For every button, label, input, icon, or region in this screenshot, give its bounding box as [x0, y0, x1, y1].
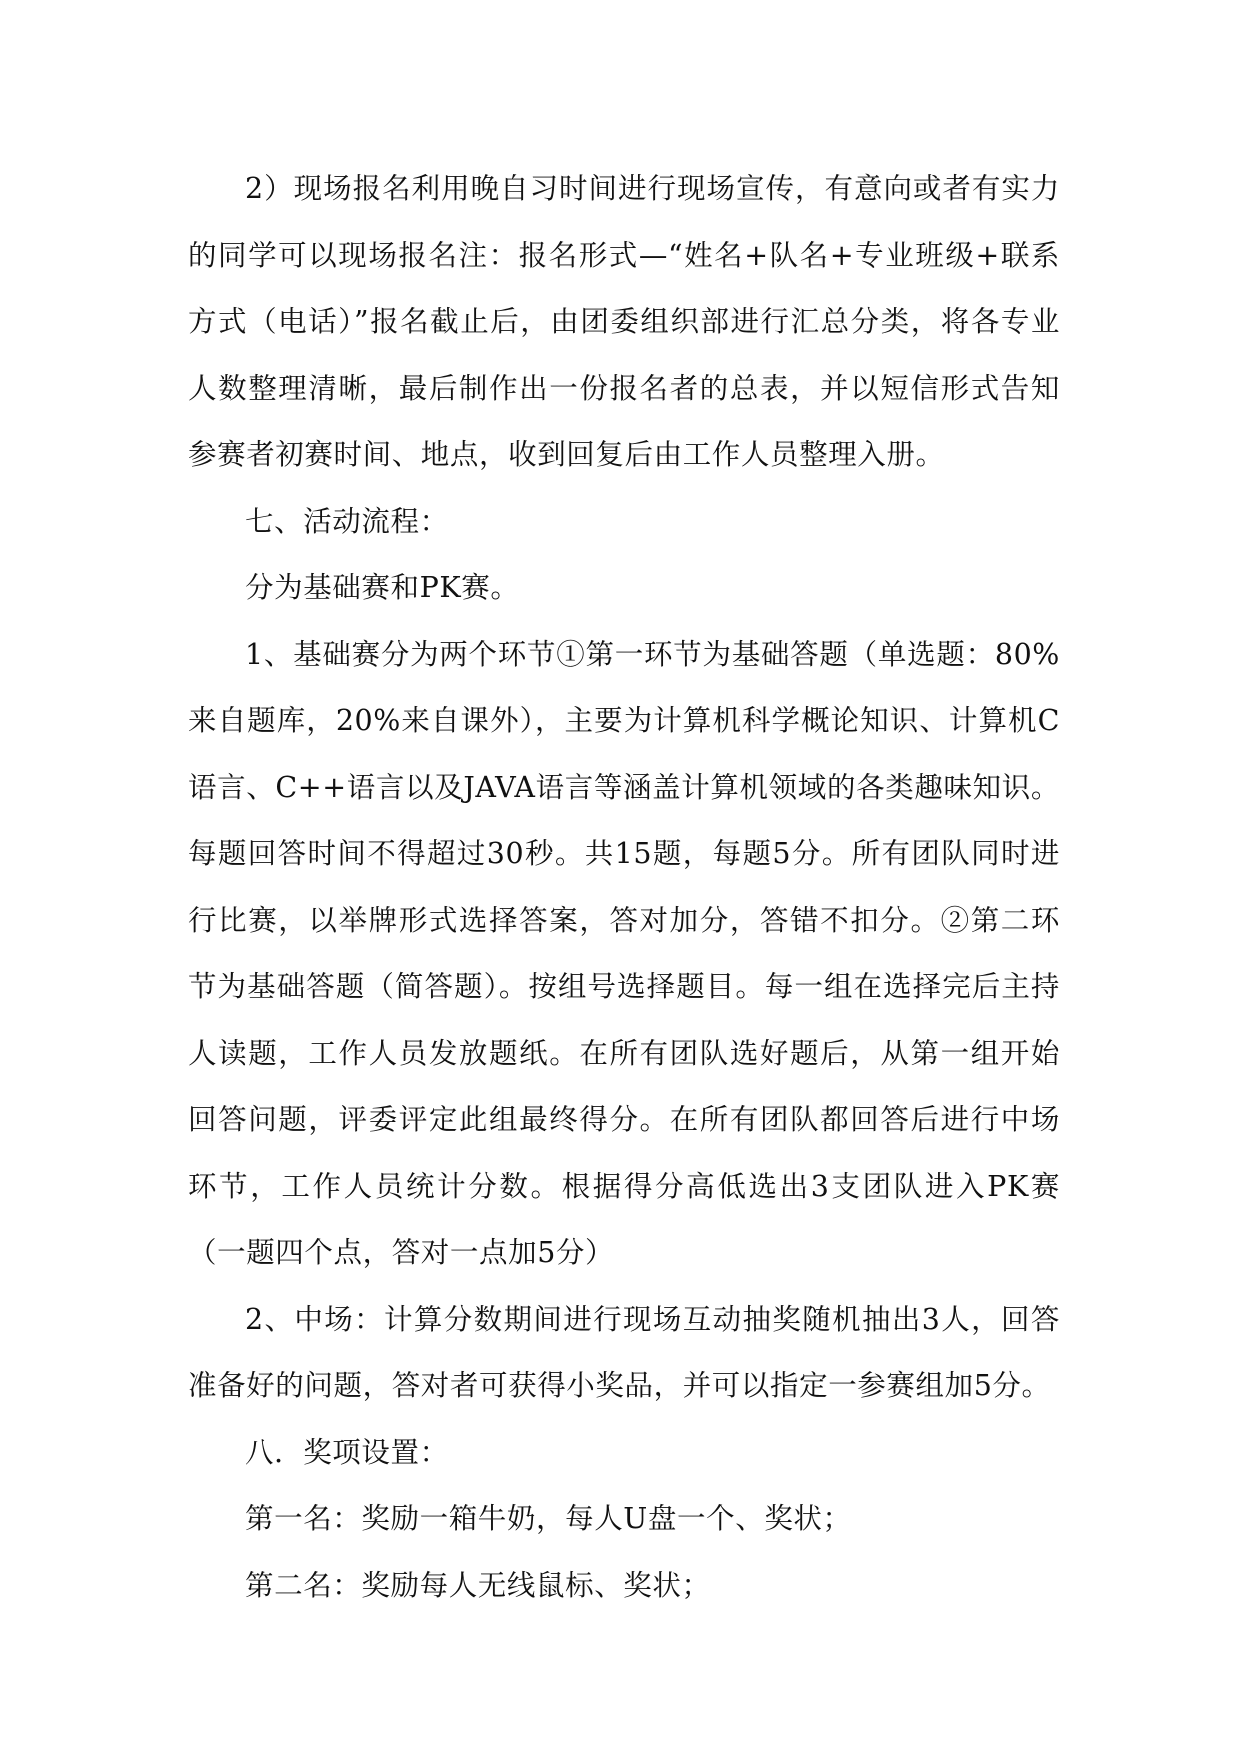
paragraph-onsite-registration: 2）现场报名利用晚自习时间进行现场宣传，有意向或者有实力的同学可以现场报名注：报名形式—“姓名+队名+专业班级+联系方式（电话）”报名截止后，由团委组织部进行汇总分类，将各专业人数整理清晰，最后制作出一份报名者的总表，并以短信形式告知参赛者初赛时间、地点，收到回复后由工作人员整理入册。 — [188, 172, 1060, 471]
document-body — [188, 156, 1060, 1619]
paragraph-basic-round: 1、基础赛分为两个环节①第一环节为基础答题（单选题：80%来自题库，20%来自课外），主要为计算机科学概论知识、计算机C语言、C++语言以及JAVA语言等涵盖计算机领域的各类趣味知识。每题回答时间不得超过30秒。共15题，每题5分。所有团队同时进行比赛，以举牌形式选择答案，答对加分，答错不扣分。②第二环节为基础答题（简答题）。按组号选择题目。每一组在选择完后主持人读题，工作人员发放题纸。在所有团队选好题后，从第一组开始回答问题，评委评定此组最终得分。在所有团队都回答后进行中场环节，工作人员统计分数。根据得分高低选出3支团队进入PK赛（一题四个点，答对一点加5分） — [188, 637, 1060, 1269]
heading-activity-process: 七、活动流程： — [245, 504, 449, 538]
heading-awards: 八．奖项设置： — [245, 1435, 449, 1469]
paragraph-intermission: 2、中场：计算分数期间进行现场互动抽奖随机抽出3人，回答准备好的问题，答对者可获得小奖品，并可以指定一参赛组加5分。 — [188, 1302, 1060, 1402]
paragraph-competition-types: 分为基础赛和PK赛。 — [245, 571, 520, 604]
paragraph-first-prize: 第一名：奖励一箱牛奶，每人U盘一个、奖状； — [245, 1502, 852, 1535]
paragraph-second-prize: 第二名：奖励每人无线鼠标、奖状； — [245, 1568, 711, 1602]
